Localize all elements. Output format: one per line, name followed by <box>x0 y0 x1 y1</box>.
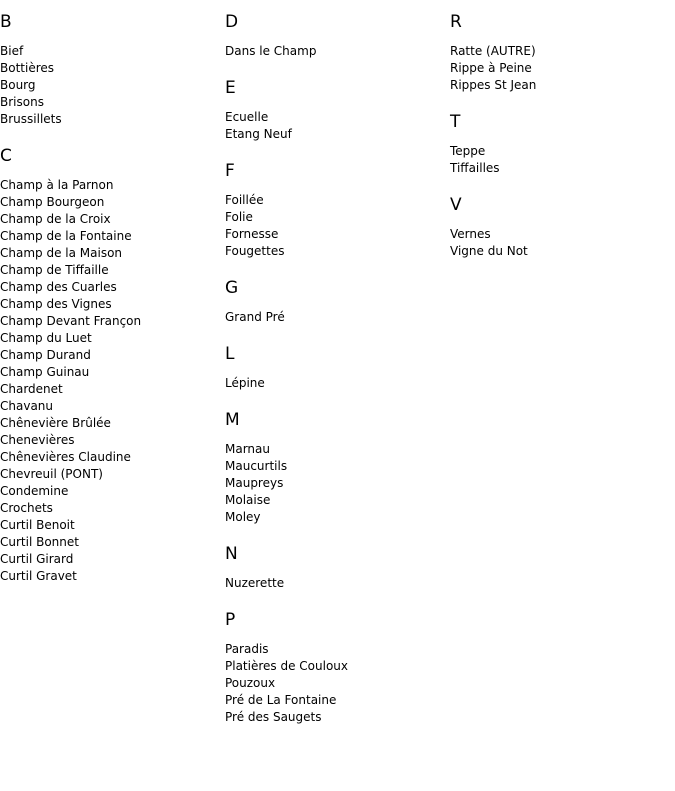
place-link[interactable]: Vernes <box>450 227 491 241</box>
place-link[interactable]: Champ Bourgeon <box>0 195 105 209</box>
place-list <box>225 192 445 260</box>
section-letter-heading: L <box>225 344 235 364</box>
section-letter-heading: T <box>450 112 461 132</box>
place-link[interactable]: Champ Devant Françon <box>0 314 142 328</box>
place-list <box>225 641 445 726</box>
place-link[interactable]: Teppe <box>450 144 486 158</box>
letter-section <box>225 12 445 60</box>
place-link[interactable]: Crochets <box>0 501 53 515</box>
place-link[interactable]: Pré des Saugets <box>225 710 322 724</box>
place-link[interactable]: Marnau <box>225 442 270 456</box>
section-letter-heading: F <box>225 161 235 181</box>
place-link[interactable]: Champ Guinau <box>0 365 90 379</box>
letter-section <box>450 195 670 260</box>
letter-section <box>225 161 445 260</box>
place-link[interactable]: Moley <box>225 510 261 524</box>
place-list <box>0 43 220 128</box>
letter-section <box>450 12 670 94</box>
place-link[interactable]: Folie <box>225 210 253 224</box>
place-list <box>225 375 445 392</box>
place-link[interactable]: Champ du Luet <box>0 331 92 345</box>
place-link[interactable]: Curtil Gravet <box>0 569 77 583</box>
place-link[interactable]: Chenevières <box>0 433 75 447</box>
place-link[interactable]: Etang Neuf <box>225 127 292 141</box>
place-link[interactable]: Lépine <box>225 376 265 390</box>
place-link[interactable]: Champ des Cuarles <box>0 280 117 294</box>
place-link[interactable]: Paradis <box>225 642 269 656</box>
place-link[interactable]: Pouzoux <box>225 676 276 690</box>
section-letter-heading: E <box>225 78 236 98</box>
place-list <box>225 43 445 60</box>
letter-section <box>225 278 445 326</box>
place-link[interactable]: Chardenet <box>0 382 63 396</box>
place-link[interactable]: Bottières <box>0 61 55 75</box>
section-letter-heading: R <box>450 12 462 32</box>
place-list <box>225 575 445 592</box>
place-link[interactable]: Chênevière Brûlée <box>0 416 111 430</box>
place-link[interactable]: Vigne du Not <box>450 244 528 258</box>
section-letter-heading: P <box>225 610 236 630</box>
place-link[interactable]: Champ de Tiffaille <box>0 263 109 277</box>
section-letter-heading: B <box>0 12 12 32</box>
place-link[interactable]: Pré de La Fontaine <box>225 693 337 707</box>
place-link[interactable]: Champ Durand <box>0 348 91 362</box>
place-list <box>450 43 670 94</box>
index-column <box>225 12 445 744</box>
place-link[interactable]: Molaise <box>225 493 271 507</box>
section-letter-heading: G <box>225 278 239 298</box>
place-link[interactable]: Chevreuil (PONT) <box>0 467 103 481</box>
place-list <box>225 309 445 326</box>
place-link[interactable]: Champ à la Parnon <box>0 178 114 192</box>
place-link[interactable]: Rippes St Jean <box>450 78 537 92</box>
place-link[interactable]: Bief <box>0 44 24 58</box>
place-link[interactable]: Foillée <box>225 193 264 207</box>
letter-section <box>225 410 445 526</box>
index-column <box>450 12 670 278</box>
section-letter-heading: V <box>450 195 462 215</box>
index-column <box>0 12 220 603</box>
place-link[interactable]: Champ de la Croix <box>0 212 111 226</box>
place-link[interactable]: Champ de la Fontaine <box>0 229 132 243</box>
place-link[interactable]: Fougettes <box>225 244 285 258</box>
place-list <box>450 143 670 177</box>
place-list <box>0 177 220 585</box>
letter-section <box>225 544 445 592</box>
place-link[interactable]: Curtil Bonnet <box>0 535 79 549</box>
place-link[interactable]: Nuzerette <box>225 576 285 590</box>
letter-section <box>0 12 220 128</box>
section-letter-heading: D <box>225 12 239 32</box>
place-link[interactable]: Curtil Girard <box>0 552 74 566</box>
place-link[interactable]: Ecuelle <box>225 110 269 124</box>
place-link[interactable]: Condemine <box>0 484 69 498</box>
place-link[interactable]: Champ de la Maison <box>0 246 123 260</box>
section-letter-heading: C <box>0 146 12 166</box>
letter-section <box>225 78 445 143</box>
place-link[interactable]: Fornesse <box>225 227 279 241</box>
place-list <box>225 441 445 526</box>
place-link[interactable]: Dans le Champ <box>225 44 317 58</box>
place-link[interactable]: Brussillets <box>0 112 62 126</box>
place-link[interactable]: Chavanu <box>0 399 54 413</box>
place-link[interactable]: Ratte (AUTRE) <box>450 44 536 58</box>
letter-section <box>225 610 445 726</box>
place-link[interactable]: Champ des Vignes <box>0 297 112 311</box>
place-link[interactable]: Maupreys <box>225 476 284 490</box>
place-list <box>225 109 445 143</box>
place-list <box>450 226 670 260</box>
place-link[interactable]: Grand Pré <box>225 310 285 324</box>
place-link[interactable]: Rippe à Peine <box>450 61 532 75</box>
place-link[interactable]: Platières de Couloux <box>225 659 348 673</box>
place-link[interactable]: Curtil Benoit <box>0 518 75 532</box>
letter-section <box>225 344 445 392</box>
letter-section <box>0 146 220 585</box>
place-link[interactable]: Bourg <box>0 78 36 92</box>
place-link[interactable]: Brisons <box>0 95 44 109</box>
section-letter-heading: N <box>225 544 238 564</box>
letter-section <box>450 112 670 177</box>
section-letter-heading: M <box>225 410 240 430</box>
place-link[interactable]: Chênevières Claudine <box>0 450 131 464</box>
place-link[interactable]: Maucurtils <box>225 459 288 473</box>
place-link[interactable]: Tiffailles <box>450 161 500 175</box>
